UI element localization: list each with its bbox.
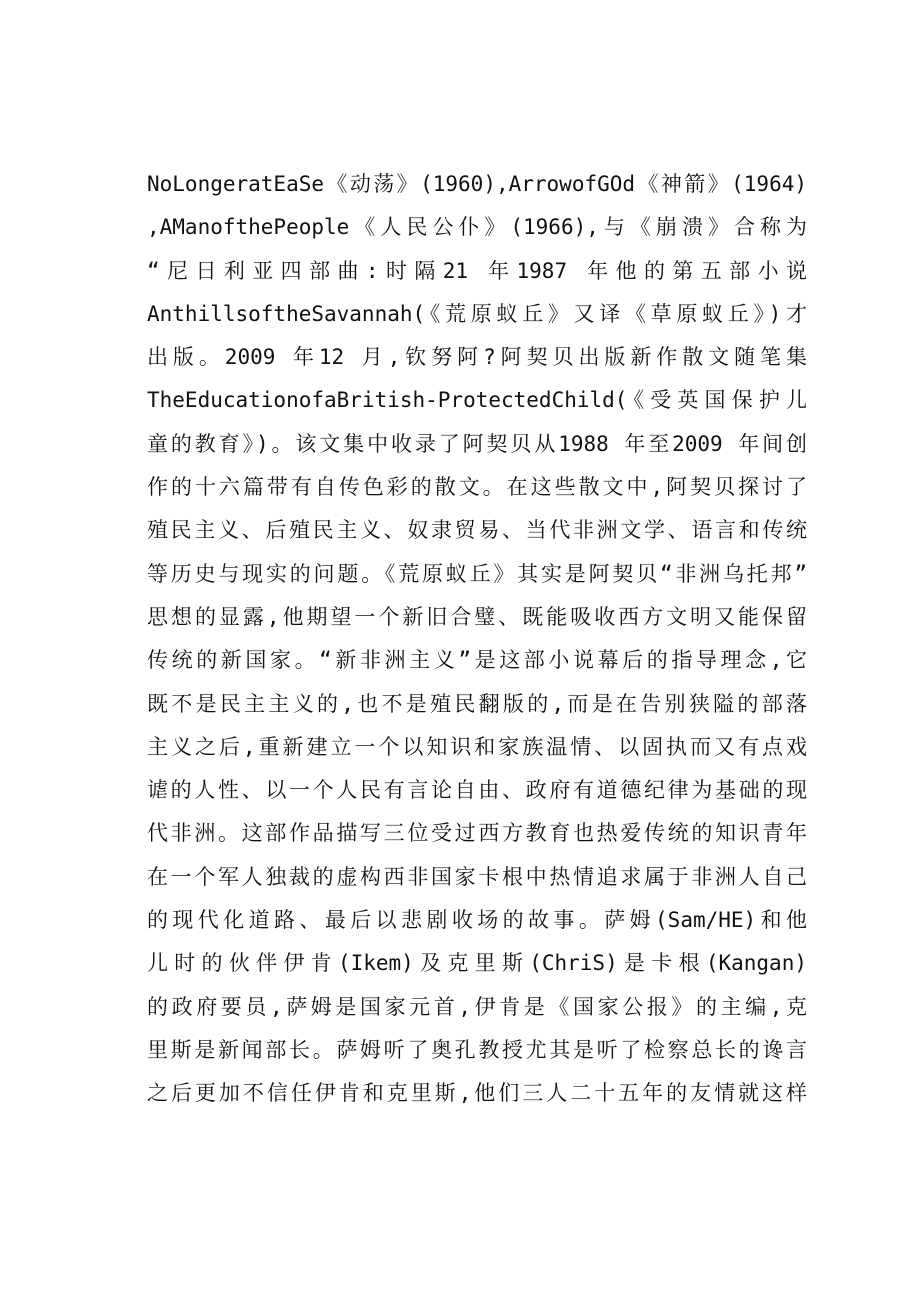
text-line-10: 等历史与现实的问题。《荒原蚁丘》其实是阿契贝“非洲乌托邦” (147, 561, 807, 586)
text-line-17: 在一个军人独裁的虚构西非国家卡根中热情追求属于非洲人自己 (147, 864, 807, 889)
text-line-7: 童的教育》)。该文集中收录了阿契贝从1988 年至2009 年间创 (147, 431, 807, 456)
text-line-14: 主义之后,重新建立一个以知识和家族温情、以固执而又有点戏 (147, 734, 807, 759)
text-line-20: 的政府要员,萨姆是国家元首,伊肯是《国家公报》的主编,克 (147, 994, 807, 1019)
text-line-13: 既不是民主主义的,也不是殖民翻版的,而是在告别狭隘的部落 (147, 691, 807, 716)
text-line-11: 思想的显露,他期望一个新旧合璧、既能吸收西方文明又能保留 (147, 604, 807, 629)
text-line-18: 的现代化道路、最后以悲剧收场的故事。萨姆(Sam/HE)和他 (147, 908, 807, 933)
text-line-21: 里斯是新闻部长。萨姆听了奥孔教授尤其是听了检察总长的谗言 (147, 1037, 807, 1062)
text-line-22: 之后更加不信任伊肯和克里斯,他们三人二十五年的友情就这样 (147, 1081, 807, 1106)
text-line-4: AnthillsoftheSavannah(《荒原蚁丘》又译《草原蚁丘》)才 (147, 301, 807, 326)
text-line-16: 代非洲。这部作品描写三位受过西方教育也热爱传统的知识青年 (147, 821, 807, 846)
text-line-12: 传统的新国家。“新非洲主义”是这部小说幕后的指导理念,它 (147, 648, 807, 673)
text-line-9: 殖民主义、后殖民主义、奴隶贸易、当代非洲文学、语言和传统 (147, 518, 807, 543)
body-paragraph (147, 163, 807, 1116)
text-line-8: 作的十六篇带有自传色彩的散文。在这些散文中,阿契贝探讨了 (147, 475, 807, 500)
text-line-15: 谑的人性、以一个人民有言论自由、政府有道德纪律为基础的现 (147, 778, 807, 803)
text-line-3: “尼日利亚四部曲:时隔21 年1987 年他的第五部小说 (147, 258, 807, 283)
text-line-6: TheEducationofaBritish-ProtectedChild(《受英国保护儿 (147, 388, 807, 413)
text-line-5: 出版。2009 年12 月,钦努阿?阿契贝出版新作散文随笔集 (147, 345, 807, 370)
text-line-2: ,AManofthePeople《人民公仆》(1966),与《崩溃》合称为 (147, 215, 807, 240)
text-line-1: NoLongeratEaSe《动荡》(1960),ArrowofGOd《神箭》(1964) (147, 172, 807, 196)
text-line-19: 儿时的伙伴伊肯(Ikem)及克里斯(ChriS)是卡根(Kangan) (147, 951, 807, 976)
